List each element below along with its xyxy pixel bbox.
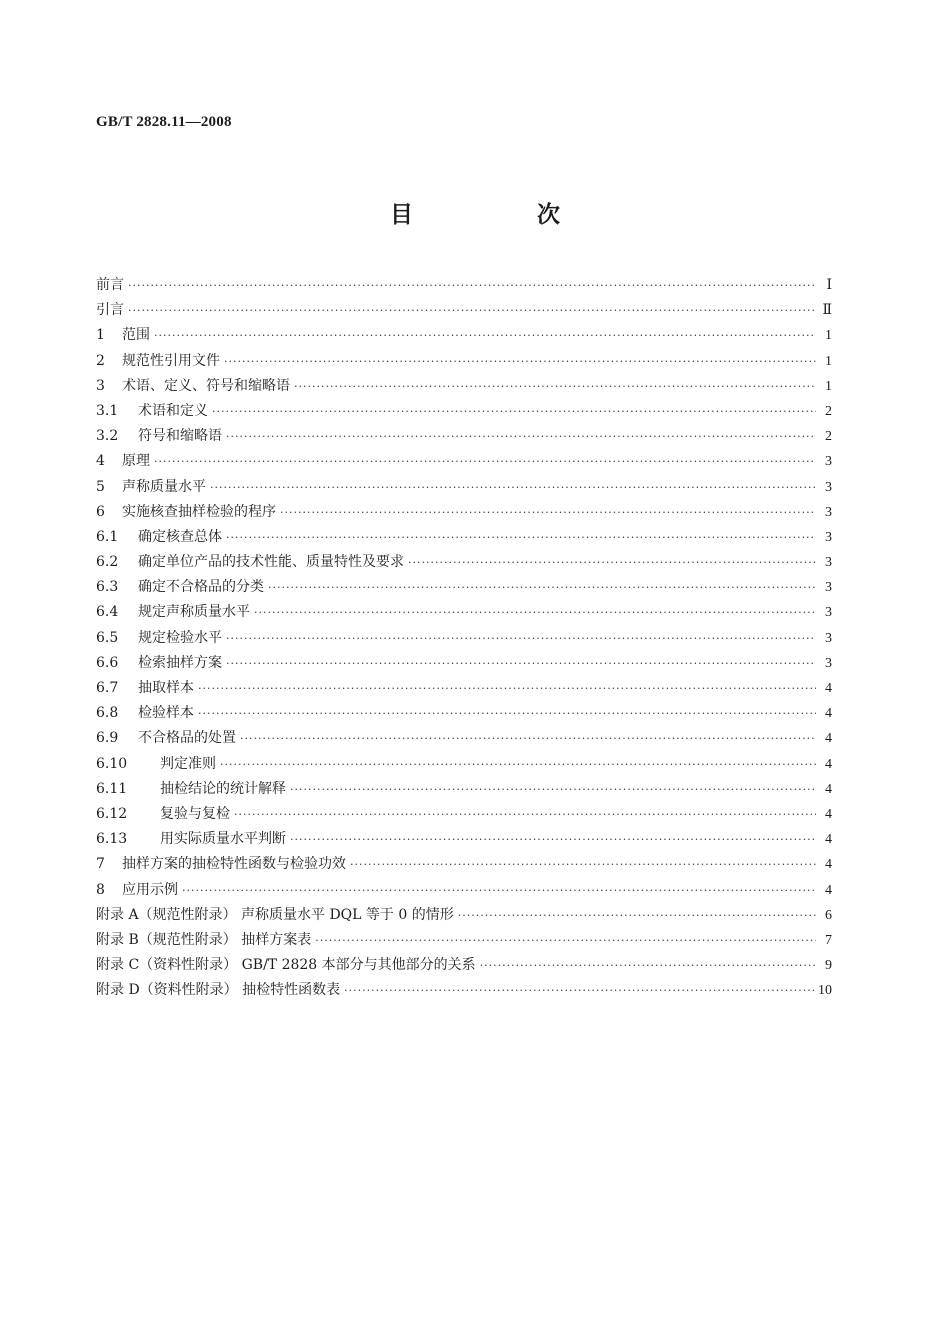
toc-entry-number: 6.9 — [96, 730, 119, 747]
toc-entry-number: 3.1 — [96, 402, 119, 419]
dot-leader — [458, 903, 816, 928]
toc-entry-label: 符号和缩略语 — [138, 428, 222, 445]
dot-leader — [198, 676, 816, 701]
toc-entry-number: 6.7 — [96, 680, 119, 696]
toc-entry-label: 规定声称质量水平 — [138, 604, 250, 621]
toc-entry-number: 6.6 — [96, 654, 119, 671]
dot-leader — [154, 323, 816, 348]
toc-entry-label: 确定单位产品的技术性能、质量特性及要求 — [138, 554, 404, 571]
dot-leader — [220, 752, 816, 777]
toc-entry-number: 6.12 — [96, 805, 128, 822]
toc-entry-label: 术语和定义 — [138, 402, 208, 419]
dot-leader — [224, 349, 816, 374]
toc-entry-label: 范围 — [122, 327, 150, 344]
toc-entry-page-number: 4 — [825, 806, 832, 822]
dot-leader — [128, 298, 816, 323]
dot-leader — [290, 777, 816, 802]
toc-entry-label: 判定准则 — [160, 755, 216, 772]
toc-entry-number: 6.8 — [96, 705, 119, 722]
toc-entry-page-number: 3 — [825, 605, 832, 621]
toc-entry-number: 6.1 — [96, 528, 119, 545]
toc-entry-page-number: 4 — [825, 681, 832, 696]
toc-entry-label: 术语、定义、符号和缩略语 — [122, 377, 290, 394]
toc-entry-number: 1 — [96, 327, 105, 344]
toc-entry-label: 应用示例 — [122, 881, 178, 898]
toc-entry-number: 6 — [96, 503, 105, 520]
dot-leader — [234, 802, 816, 827]
toc-entry-page-number: 1 — [825, 328, 832, 344]
dot-leader — [350, 852, 816, 877]
dot-leader — [280, 500, 816, 525]
toc-entry-page-number: 6 — [825, 907, 832, 923]
dot-leader — [268, 575, 816, 600]
dot-leader — [226, 626, 816, 651]
toc-entry[interactable] — [96, 298, 832, 323]
toc-entry-label: 检验样本 — [138, 705, 194, 722]
toc-entry-number: 6.2 — [96, 554, 119, 571]
toc-entry[interactable] — [96, 651, 832, 676]
toc-entry-page-number: 3 — [825, 504, 832, 520]
dot-leader — [315, 928, 816, 953]
toc-entry-label: 确定核查总体 — [138, 528, 222, 545]
toc-entry[interactable] — [96, 676, 832, 701]
toc-entry[interactable] — [96, 903, 832, 928]
dot-leader — [210, 475, 816, 500]
toc-entry[interactable] — [96, 374, 832, 399]
dot-leader — [226, 651, 816, 676]
dot-leader — [254, 600, 816, 625]
toc-entry[interactable] — [96, 323, 832, 348]
toc-entry-label: 抽样方案的抽检特性函数与检验功效 — [122, 856, 346, 873]
toc-entry-page-number: 4 — [825, 731, 832, 747]
toc-entry[interactable] — [96, 349, 832, 374]
toc-entry-label: 附录 A（规范性附录） 声称质量水平 DQL 等于 0 的情形 — [96, 906, 454, 923]
toc-entry-label: 用实际质量水平判断 — [160, 831, 286, 848]
toc-entry[interactable] — [96, 752, 832, 777]
toc-entry-page-number: 1 — [825, 353, 832, 369]
toc-entry-label: 实施核查抽样检验的程序 — [122, 503, 276, 520]
toc-entry[interactable] — [96, 928, 832, 953]
dot-leader — [198, 701, 816, 726]
toc-entry-page-number: 2 — [825, 429, 832, 445]
toc-entry-page-number: 4 — [825, 781, 832, 797]
toc-entry-page-number: 4 — [825, 857, 832, 873]
toc-entry-page-number: 7 — [825, 932, 832, 948]
toc-entry[interactable] — [96, 878, 832, 903]
toc-entry-label: 规定检验水平 — [138, 629, 222, 646]
toc-entry-page-number: 3 — [825, 655, 832, 671]
toc-entry[interactable] — [96, 550, 832, 575]
toc-entry-number: 6.5 — [96, 629, 119, 646]
toc-entry[interactable] — [96, 273, 832, 298]
toc-entry-page-number: 3 — [825, 479, 832, 495]
toc-entry[interactable] — [96, 726, 832, 751]
toc-entry[interactable] — [96, 701, 832, 726]
toc-entry[interactable] — [96, 600, 832, 625]
toc-entry[interactable] — [96, 424, 832, 449]
toc-entry[interactable] — [96, 449, 832, 474]
dot-leader — [294, 374, 816, 399]
toc-entry-label: 附录 D（资料性附录） 抽检特性函数表 — [96, 982, 341, 999]
toc-entry-number: 6.10 — [96, 755, 128, 772]
dot-leader — [226, 424, 816, 449]
toc-entry[interactable] — [96, 500, 832, 525]
standard-code: GB/T 2828.11—2008 — [96, 114, 232, 130]
toc-entry-label: 抽取样本 — [138, 680, 194, 696]
toc-entry-number: 6.3 — [96, 579, 119, 596]
toc-entry-label: 规范性引用文件 — [122, 352, 220, 369]
toc-entry-page-number: 2 — [825, 403, 832, 419]
toc-entry[interactable] — [96, 475, 832, 500]
toc-entry-number: 3.2 — [96, 428, 119, 445]
page-title: 目 次 — [389, 202, 618, 228]
toc-entry-label: 原理 — [122, 453, 150, 470]
dot-leader — [128, 273, 816, 298]
toc-entry-page-number: 9 — [825, 958, 832, 974]
toc-entry-page-number: 3 — [825, 555, 832, 571]
dot-leader — [290, 827, 816, 852]
toc-entry-number: 6.4 — [96, 604, 119, 621]
dot-leader — [240, 726, 816, 751]
toc-entry-page-number: Ⅱ — [822, 303, 832, 319]
toc-entry-page-number: 3 — [825, 454, 832, 470]
toc-entry[interactable] — [96, 953, 832, 978]
toc-entry-label: 附录 C（资料性附录） GB/T 2828 本部分与其他部分的关系 — [96, 957, 476, 974]
toc-entry-number: 6.13 — [96, 831, 128, 848]
dot-leader — [408, 550, 816, 575]
toc-entry[interactable] — [96, 575, 832, 600]
toc-entry[interactable] — [96, 525, 832, 550]
toc-entry-label: 不合格品的处置 — [138, 730, 236, 747]
toc-entry-label: 引言 — [96, 302, 124, 319]
toc-entry-label: 抽检结论的统计解释 — [160, 780, 286, 797]
dot-leader — [182, 878, 816, 903]
toc-entry-page-number: 4 — [825, 832, 832, 848]
table-of-contents — [96, 273, 832, 1003]
dot-leader — [212, 399, 816, 424]
toc-entry-page-number: 3 — [825, 580, 832, 596]
dot-leader — [344, 978, 814, 1003]
toc-entry-page-number: 4 — [825, 706, 832, 722]
toc-entry-number: 2 — [96, 352, 105, 369]
toc-entry-number: 6.11 — [96, 780, 128, 797]
toc-entry[interactable] — [96, 777, 832, 802]
toc-entry[interactable] — [96, 399, 832, 424]
toc-entry[interactable] — [96, 802, 832, 827]
toc-entry-page-number: 1 — [825, 378, 832, 394]
toc-entry[interactable] — [96, 626, 832, 651]
toc-entry-page-number: 4 — [825, 756, 832, 772]
toc-entry-label: 复验与复检 — [160, 805, 230, 822]
toc-entry-label: 附录 B（规范性附录） 抽样方案表 — [96, 931, 312, 948]
toc-entry-page-number: Ⅰ — [826, 278, 832, 293]
toc-entry-label: 声称质量水平 — [122, 478, 206, 495]
toc-entry-number: 7 — [96, 856, 105, 873]
toc-entry-number: 4 — [96, 453, 105, 470]
dot-leader — [480, 953, 816, 978]
toc-entry[interactable] — [96, 827, 832, 852]
toc-entry-page-number: 4 — [825, 882, 832, 898]
dot-leader — [154, 449, 816, 474]
toc-entry-number: 8 — [96, 881, 105, 898]
toc-entry[interactable] — [96, 978, 832, 1003]
toc-entry-number: 3 — [96, 377, 105, 394]
toc-entry-number: 5 — [96, 478, 105, 495]
toc-entry-page-number: 3 — [825, 630, 832, 646]
toc-entry-label: 前言 — [96, 277, 124, 293]
toc-entry-page-number: 3 — [825, 529, 832, 545]
toc-entry-page-number: 10 — [818, 983, 832, 999]
toc-entry-label: 确定不合格品的分类 — [138, 579, 264, 596]
toc-entry[interactable] — [96, 852, 832, 877]
toc-entry-label: 检索抽样方案 — [138, 654, 222, 671]
dot-leader — [226, 525, 816, 550]
